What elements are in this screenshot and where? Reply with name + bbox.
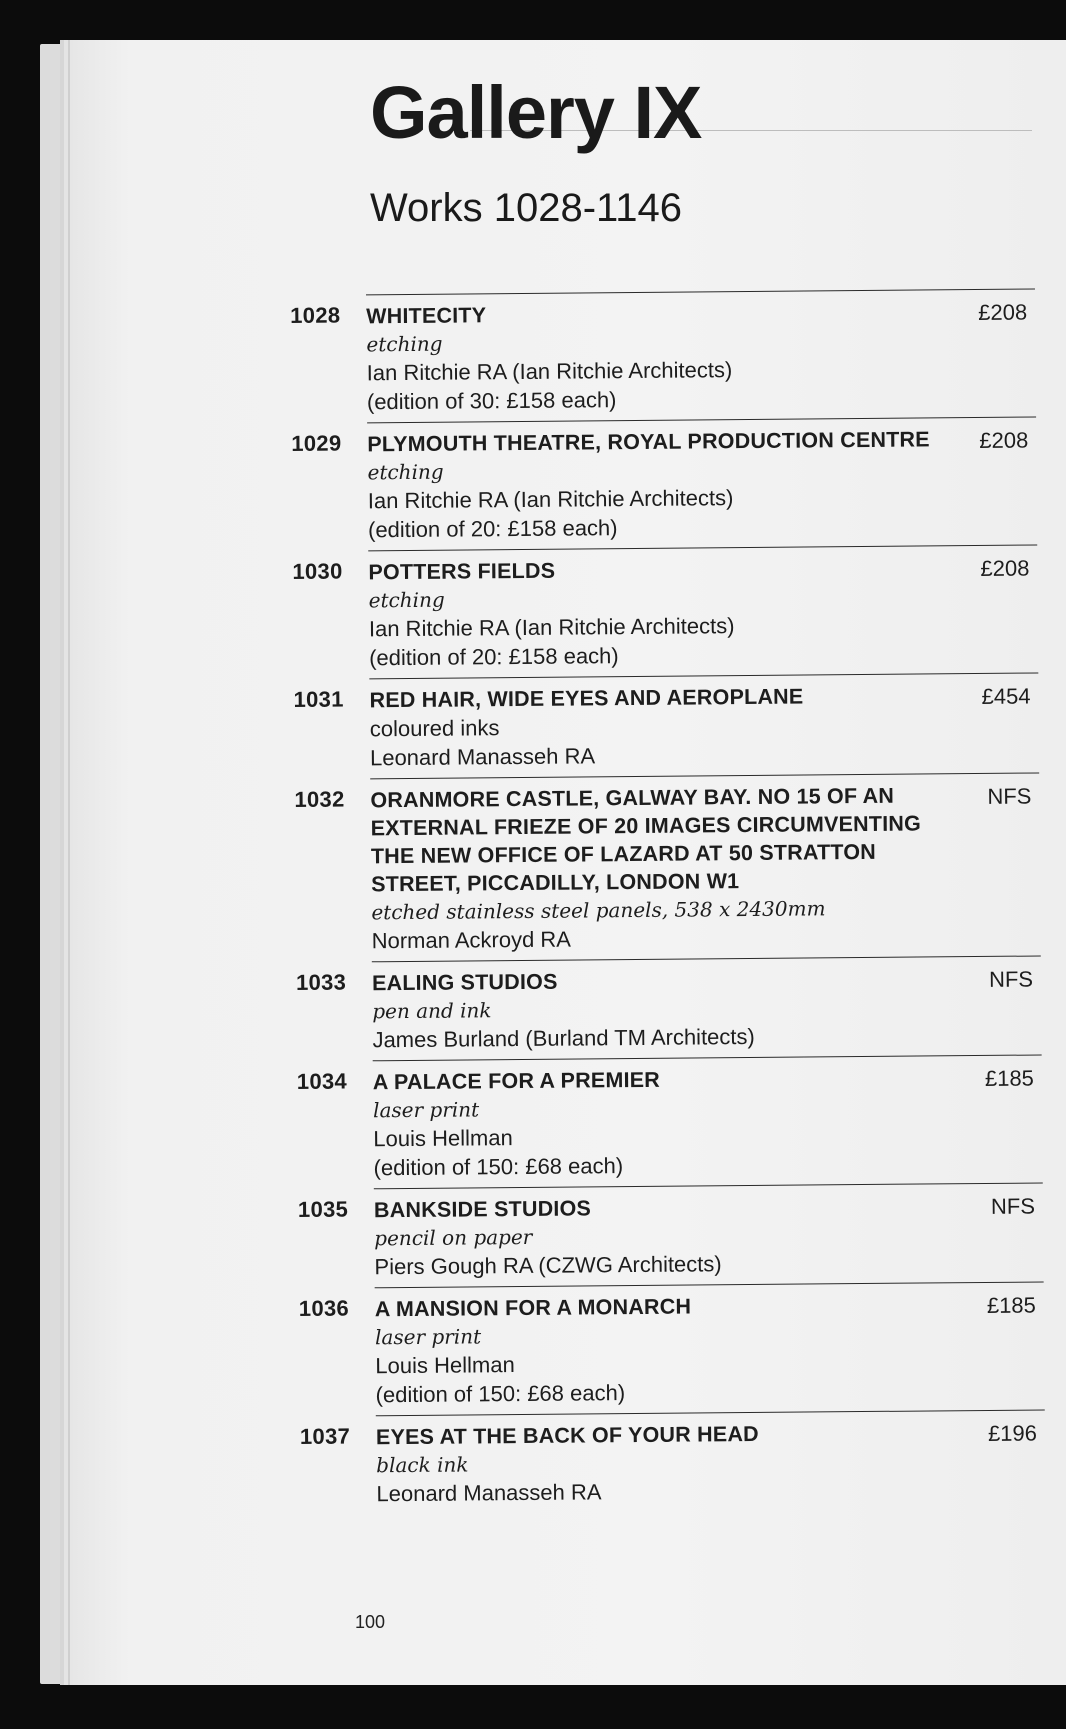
entry-artist: Ian Ritchie RA (Ian Ritchie Architects) xyxy=(368,613,735,642)
entry-price: NFS xyxy=(988,966,1034,992)
entry-artist: Ian Ritchie RA (Ian Ritchie Architects) xyxy=(367,485,734,514)
catalogue-entry xyxy=(299,1409,1046,1514)
entry-medium: etching xyxy=(366,331,443,357)
entry-price: £185 xyxy=(986,1292,1036,1318)
entry-medium: etching xyxy=(368,587,445,613)
entry-price: NFS xyxy=(990,1193,1036,1219)
catalogue-entry xyxy=(294,772,1041,961)
entry-artist: Ian Ritchie RA (Ian Ritchie Architects) xyxy=(366,357,733,386)
catalogue-list xyxy=(290,288,1046,1514)
entry-price: £208 xyxy=(979,427,1029,453)
entry-price: £185 xyxy=(984,1065,1034,1091)
entry-artist: Norman Ackroyd RA xyxy=(371,926,572,954)
entry-medium: black ink xyxy=(376,1452,469,1478)
catalogue-entry xyxy=(293,672,1039,778)
entry-artist: Louis Hellman xyxy=(373,1125,513,1152)
entry-edition: (edition of 20: £158 each) xyxy=(367,515,618,543)
entry-edition: (edition of 150: £68 each) xyxy=(375,1380,626,1408)
entry-price: £196 xyxy=(987,1420,1038,1446)
entry-edition: (edition of 30: £158 each) xyxy=(366,387,617,415)
entry-title: PLYMOUTH THEATRE, ROYAL PRODUCTION CENTRE xyxy=(367,427,930,457)
entry-number: 1030 xyxy=(292,558,343,584)
entry-artist: James Burland (Burland TM Architects) xyxy=(372,1023,755,1053)
catalogue-entry xyxy=(296,1054,1043,1188)
entry-number: 1035 xyxy=(297,1196,349,1222)
catalogue-entry xyxy=(291,416,1037,550)
entry-price: NFS xyxy=(987,783,1032,809)
catalogue-entry xyxy=(298,1281,1045,1415)
entry-number: 1028 xyxy=(290,302,341,328)
entry-title: WHITECITY xyxy=(366,303,487,329)
entry-title: POTTERS FIELDS xyxy=(368,558,556,585)
entry-number: 1036 xyxy=(298,1295,350,1321)
page-title: Gallery IX xyxy=(370,71,702,154)
entry-title: A MANSION FOR A MONARCH xyxy=(374,1294,692,1322)
entry-artist: Leonard Manasseh RA xyxy=(376,1479,602,1507)
entry-medium: laser print xyxy=(374,1324,482,1350)
entry-number: 1029 xyxy=(291,430,342,456)
entry-title: BANKSIDE STUDIOS xyxy=(373,1196,592,1223)
entry-title: A PALACE FOR A PREMIER xyxy=(372,1067,661,1095)
entry-edition: (edition of 20: £158 each) xyxy=(369,643,619,671)
header xyxy=(370,71,702,230)
entry-number: 1031 xyxy=(293,686,344,712)
entry-number: 1034 xyxy=(296,1068,348,1094)
catalogue-entry xyxy=(297,1182,1044,1287)
entry-medium: pencil on paper xyxy=(374,1224,533,1251)
entry-artist: Louis Hellman xyxy=(375,1352,515,1379)
entry-edition: (edition of 150: £68 each) xyxy=(373,1153,624,1181)
entry-title: EYES AT THE BACK OF YOUR HEAD xyxy=(375,1421,759,1450)
entry-artist: Leonard Manasseh RA xyxy=(369,743,596,771)
entry-number: 1032 xyxy=(294,786,345,812)
entry-medium: etched stainless steel panels, 538 x 2430mm xyxy=(371,896,826,925)
entry-title: RED HAIR, WIDE EYES AND AEROPLANE xyxy=(369,684,804,713)
entry-medium: etching xyxy=(367,459,444,485)
catalogue-entry xyxy=(295,955,1042,1060)
page-number: 100 xyxy=(355,1612,386,1632)
entry-number: 1033 xyxy=(295,969,347,995)
page-subtitle: Works 1028-1146 xyxy=(370,186,683,230)
entry-medium: laser print xyxy=(373,1097,480,1123)
catalogue-entry xyxy=(290,288,1036,422)
catalogue-entry xyxy=(292,544,1038,678)
entry-price: £454 xyxy=(981,683,1031,709)
entry-artist: Piers Gough RA (CZWG Architects) xyxy=(374,1251,722,1280)
entry-title: ORANMORE CASTLE, GALWAY BAY. NO 15 OF AN EXTERNAL FRIEZE OF 20 IMAGES CIRCUMVENTING THE NEW OFFICE OF LAZARD AT 50 STRATTON STREET, PICCADILLY, LONDON W1 xyxy=(370,783,922,897)
entry-title: EALING STUDIOS xyxy=(371,969,558,996)
entry-price: £208 xyxy=(978,299,1028,325)
entry-number: 1037 xyxy=(299,1423,351,1449)
entry-medium: coloured inks xyxy=(369,715,500,742)
entry-medium: pen and ink xyxy=(372,998,492,1024)
entry-price: £208 xyxy=(980,555,1030,581)
